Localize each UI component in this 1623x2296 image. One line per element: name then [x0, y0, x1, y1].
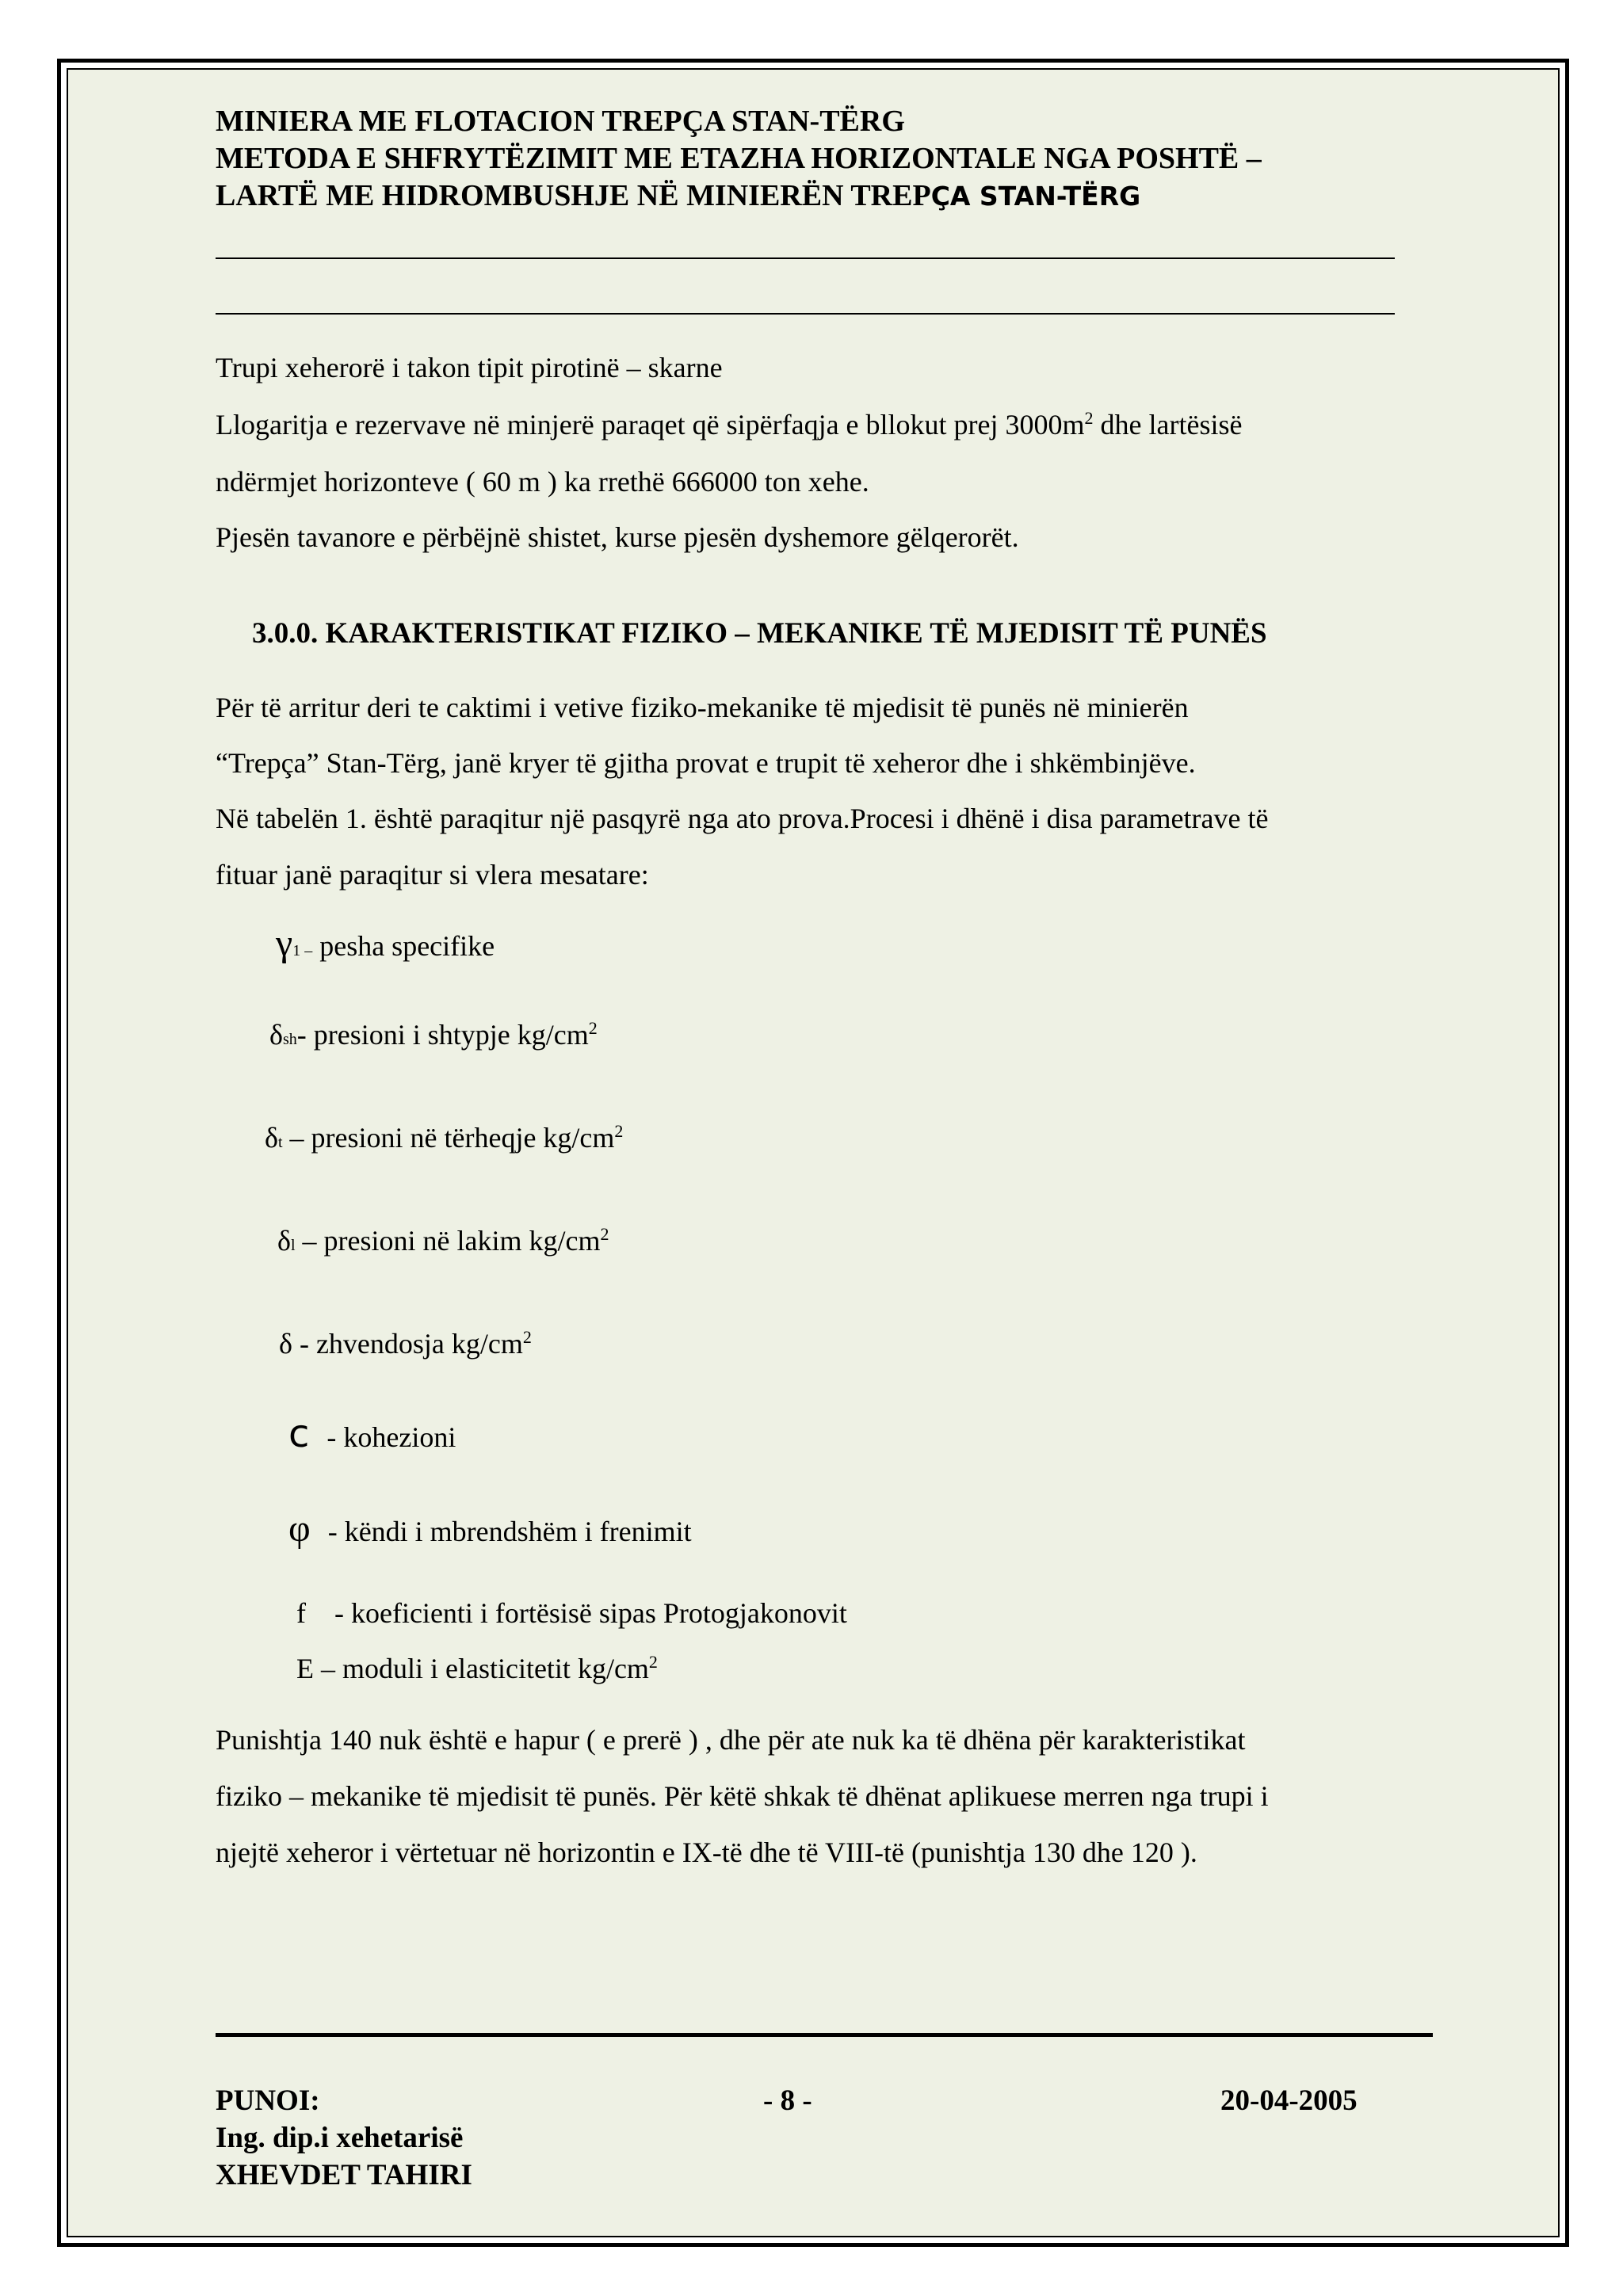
footer-rule	[216, 2033, 1433, 2037]
param-e: E – moduli i elasticitetit $kg/cm^2$	[296, 1652, 658, 1684]
closing-line-3: njejtë xeheror i vërtetuar në horizontin e IX-të dhe të VIII-të (punishtja 130 dhe 120 ).	[216, 1836, 1197, 1868]
param-phi: φ - këndi i mbrendshëm i frenimit	[288, 1508, 692, 1550]
section-line-3: Në tabelën 1. është paraqitur një pasqyrë nga ato prova.Procesi i dhënë i disa parametrave të	[216, 803, 1269, 834]
footer-author-title: Ing. dip.i xehetarisë	[216, 2122, 464, 2154]
header-line-3: LARTË ME HIDROMBUSHJE NË MINIERËN TREPÇA STAN-TËRG	[216, 179, 1141, 212]
param-gamma: γ1 – pesha specifike	[276, 922, 495, 964]
header-line-2: METODA E SHFRYTËZIMIT ME ETAZHA HORIZONTALE NGA POSHTË –	[216, 142, 1262, 175]
intro-line-2: Llogaritja e rezervave në minjerë paraqet që sipërfaqja e bllokut prej $3000m^2$ dhe lartësisë	[216, 408, 1243, 441]
intro-line-1: Trupi xeherorë i takon tipit pirotinë – skarne	[216, 352, 723, 383]
section-line-2: “Trepça” Stan-Tërg, janë kryer të gjitha provat e trupit të xeheror dhe i shkëmbinjëve.	[216, 747, 1196, 779]
closing-line-2: fiziko – mekanike të mjedisit të punës. Për këtë shkak të dhënat aplikuese merren nga trupi i	[216, 1780, 1269, 1812]
footer-date: 20-04-2005	[1220, 2084, 1358, 2117]
param-delta-l: δl – presioni në lakim $kg/cm^2$	[277, 1224, 609, 1257]
closing-line-1: Punishtja 140 nuk është e hapur ( e prerë ) , dhe për ate nuk ka të dhëna për karakteristikat	[216, 1724, 1246, 1756]
header-rule-1	[216, 257, 1395, 259]
header-line-1: MINIERA ME FLOTACION TREPÇA STAN-TËRG	[216, 105, 905, 138]
section-line-4: fituar janë paraqitur si vlera mesatare:	[216, 859, 649, 891]
param-f: f - koeficienti i fortësisë sipas Protogjakonovit	[296, 1597, 847, 1629]
intro-line-4: Pjesën tavanore e përbëjnë shistet, kurse pjesën dyshemore gëlqerorët.	[216, 521, 1019, 553]
param-delta-sh: δsh- presioni i shtypje $kg/cm^2$	[269, 1018, 598, 1051]
param-c: c - kohezioni	[288, 1412, 456, 1456]
footer-label: PUNOI:	[216, 2084, 320, 2117]
section-title: 3.0.0. KARAKTERISTIKAT FIZIKO – MEKANIKE TË MJEDISIT TË PUNËS	[252, 617, 1267, 650]
header-rule-2	[216, 313, 1395, 315]
page-number: - 8 -	[763, 2084, 812, 2117]
param-delta-t: δt – presioni në tërheqje $kg/cm^2$	[265, 1121, 624, 1154]
intro-line-3: ndërmjet horizonteve ( 60 m ) ka rrethë 666000 ton xehe.	[216, 466, 869, 498]
param-delta: δ - zhvendosja $kg/cm^2$	[279, 1327, 532, 1360]
section-line-1: Për të arritur deri te caktimi i vetive fiziko-mekanike të mjedisit të punës në minierën	[216, 692, 1189, 723]
footer-author-name: XHEVDET TAHIRI	[216, 2159, 472, 2191]
